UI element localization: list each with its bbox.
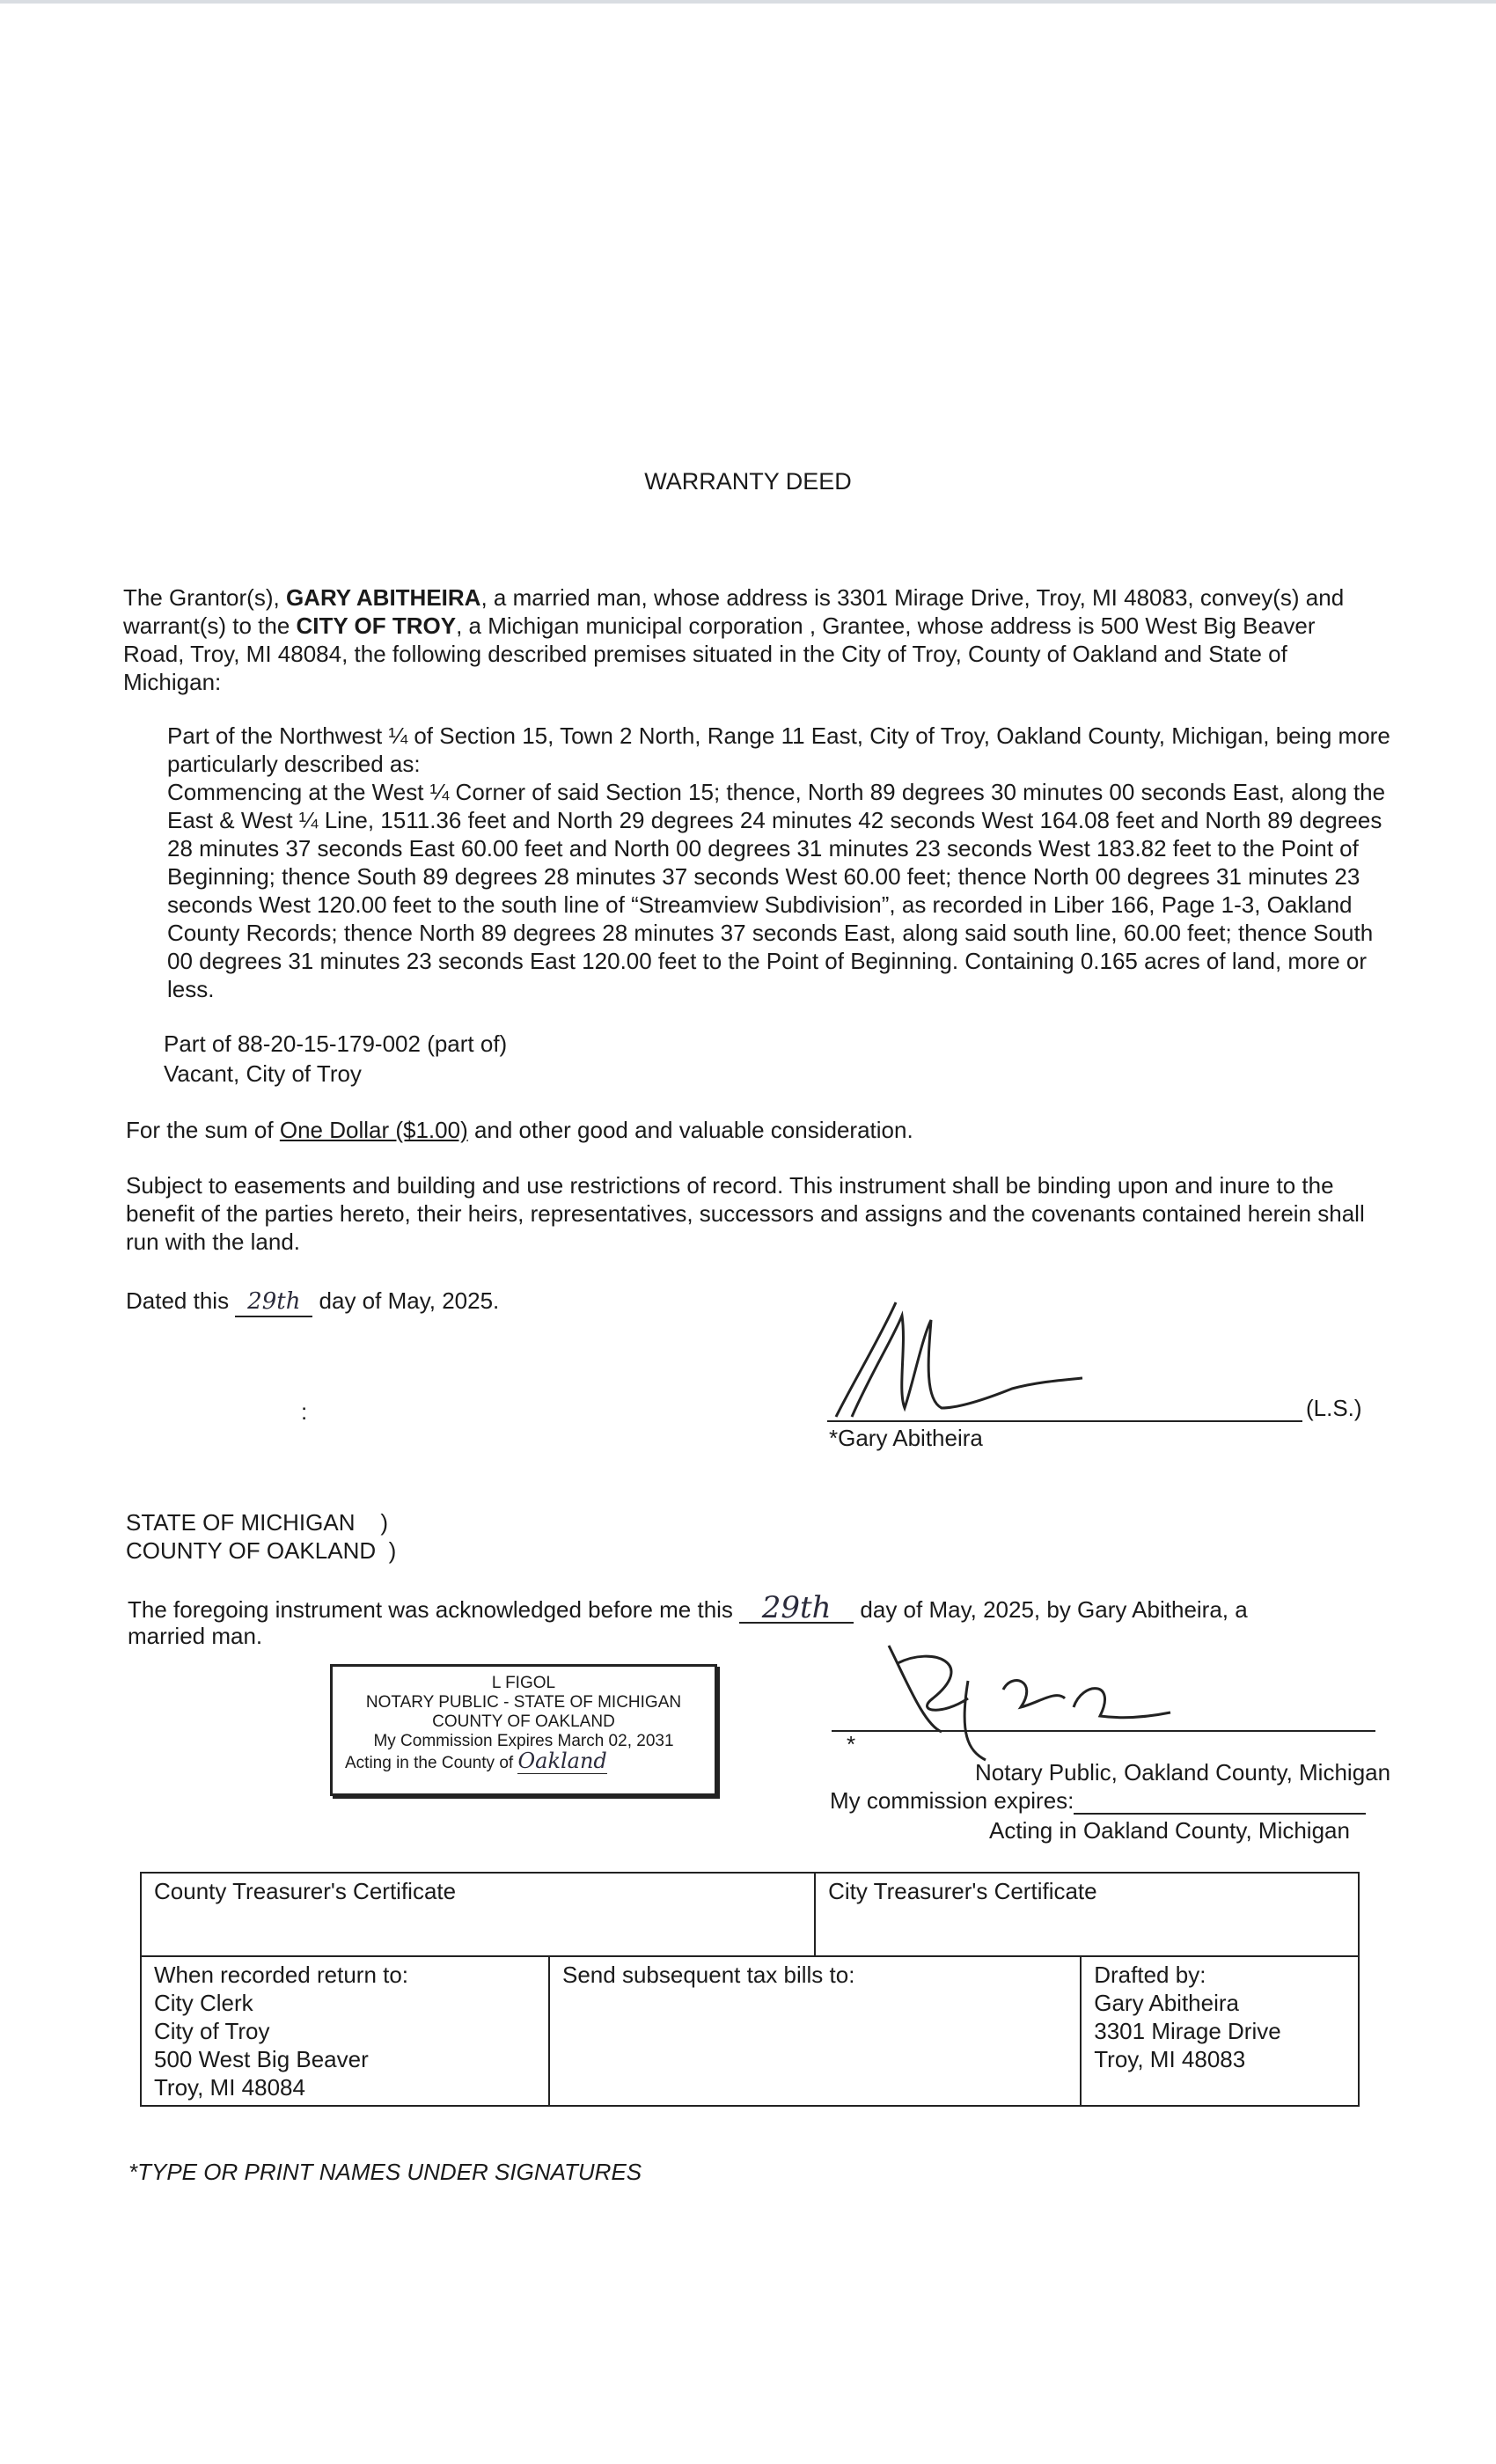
grantor-intro: The Grantor(s), [123,584,280,611]
drafted-line: 3301 Mirage Drive [1094,2018,1281,2044]
colon-mark: : [301,1398,308,1425]
document-title: WARRANTY DEED [644,468,852,495]
parcel-number: Part of 88-20-15-179-002 (part of) [164,1030,508,1057]
parcel-description: Vacant, City of Troy [164,1060,362,1087]
dated-post: day of May, 2025. [312,1287,500,1314]
county-treasurer-label: County Treasurer's Certificate [154,1878,457,1904]
city-treasurer-label: City Treasurer's Certificate [828,1878,1097,1904]
grantor-signature-line [827,1420,1302,1422]
commission-expires-label: My commission expires: [830,1787,1074,1814]
notary-signature [836,1628,1206,1769]
consideration-pre: For the sum of [126,1117,280,1143]
grantor-paragraph [123,583,1373,696]
stamp-acting [333,1751,715,1773]
acknowledgment-line [128,1590,1377,1625]
grantor-address-text: , a married man, whose address is 3301 Mirage Drive, Troy, MI 48083, convey(s) and warrant(s) to the [123,584,1345,639]
acting-county: Acting in Oakland County, Michigan [989,1817,1350,1844]
stamp-acting-county: Oakland [517,1749,607,1773]
grantor-signature [818,1285,1100,1426]
tax-bills-label: Send subsequent tax bills to: [562,1962,855,1988]
consideration-amount: One Dollar ($1.00) [279,1117,468,1143]
ack-line2: married man. [128,1623,263,1649]
return-line: City Clerk [154,1990,253,2016]
consideration-post: and other good and valuable consideration. [467,1117,913,1143]
drafted-line: Gary Abitheira [1094,1990,1239,2016]
commission-expires [830,1786,1366,1815]
stamp-expiration: My Commission Expires March 02, 2031 [373,1732,674,1750]
ack-day: 29th [739,1594,854,1624]
return-to-label: When recorded return to: [154,1962,409,1988]
county-treasurer-cell [141,1873,815,1956]
drafted-by-cell [1081,1956,1359,2106]
return-line: Troy, MI 48084 [154,2074,305,2101]
stamp-name: L FIGOL [491,1674,556,1692]
legal-description-intro: Part of the Northwest ¼ of Section 15, Town 2 North, Range 11 East, City of Troy, Oakland County, Michigan, being more particularly described as: [167,722,1390,777]
certificate-table [140,1872,1360,2107]
stamp-acting-label: Acting in the County of [345,1754,514,1772]
subject-paragraph: Subject to easements and building and use restrictions of record. This instrument shall be binding upon and inure to the benefit of the parties hereto, their heirs, representatives, successors and assigns and the covenants contained herein shall run with the land. [126,1172,1365,1255]
grantor-name: GARY ABITHEIRA [285,584,481,611]
commission-expires-blank [1074,1790,1366,1815]
dated-pre: Dated this [126,1287,236,1314]
notary-title: Notary Public, Oakland County, Michigan [975,1759,1391,1786]
return-to-cell [141,1956,549,2106]
return-line: 500 West Big Beaver [154,2046,369,2072]
drafted-by-label: Drafted by: [1094,1962,1206,1988]
venue-county: COUNTY OF OAKLAND ) [126,1537,397,1564]
return-line: City of Troy [154,2018,270,2044]
dated-line [126,1287,499,1317]
notary-stamp [330,1664,717,1796]
ls-mark: (L.S.) [1306,1395,1362,1421]
drafted-line: Troy, MI 48083 [1094,2046,1246,2072]
city-treasurer-cell [815,1873,1359,1956]
ack-pre: The foregoing instrument was acknowledged before me this [128,1596,740,1623]
stamp-title: NOTARY PUBLIC - STATE OF MICHIGAN [365,1693,682,1712]
grantee-name-text: CITY OF TROY [296,612,457,639]
venue-state: STATE OF MICHIGAN ) [126,1509,389,1536]
scan-edge [0,0,1496,4]
tax-bills-cell [549,1956,1081,2106]
consideration-line [126,1116,913,1144]
grantor-printed-name: *Gary Abitheira [829,1425,983,1451]
dated-day: 29th [235,1287,312,1317]
notary-star: * [847,1731,856,1757]
stamp-county: COUNTY OF OAKLAND [432,1712,615,1731]
ack-post: day of May, 2025, by Gary Abitheira, a [854,1596,1248,1623]
legal-description-body: Commencing at the West ¼ Corner of said Section 15; thence, North 89 degrees 30 minutes 00 seconds East, along the East & West ¼ Line, 1511.36 feet and North 29 degrees 24 minutes 42 seconds West 164.08 feet and North 89 degrees 28 minutes 37 seconds East 60.00 feet and North 00 degrees 31 minutes 23 seconds West 183.82 feet to the Point of Beginning; thence South 89 degrees 28 minutes 37 seconds West 60.00 feet; thence North 00 degrees 31 minutes 23 seconds West 120.00 feet to the south line of “Streamview Subdivision”, as recorded in Liber 166, Page 1-3, Oakland County Records; thence North 89 degrees 28 minutes 37 seconds East, along said south line, 60.00 feet; thence South 00 degrees 31 minutes 23 seconds East 120.00 feet to the Point of Beginning. Containing 0.165 acres of land, more or less. [167,779,1386,1002]
grantee-address-text: , a Michigan municipal corporation , Grantee, whose address is 500 West Big Beaver Road, Troy, MI 48084, the following described premises situated in the City of Troy, County of Oakland and State of Michigan: [123,612,1316,695]
notary-signature-line [832,1730,1375,1732]
footer-note: *TYPE OR PRINT NAMES UNDER SIGNATURES [128,2159,642,2185]
